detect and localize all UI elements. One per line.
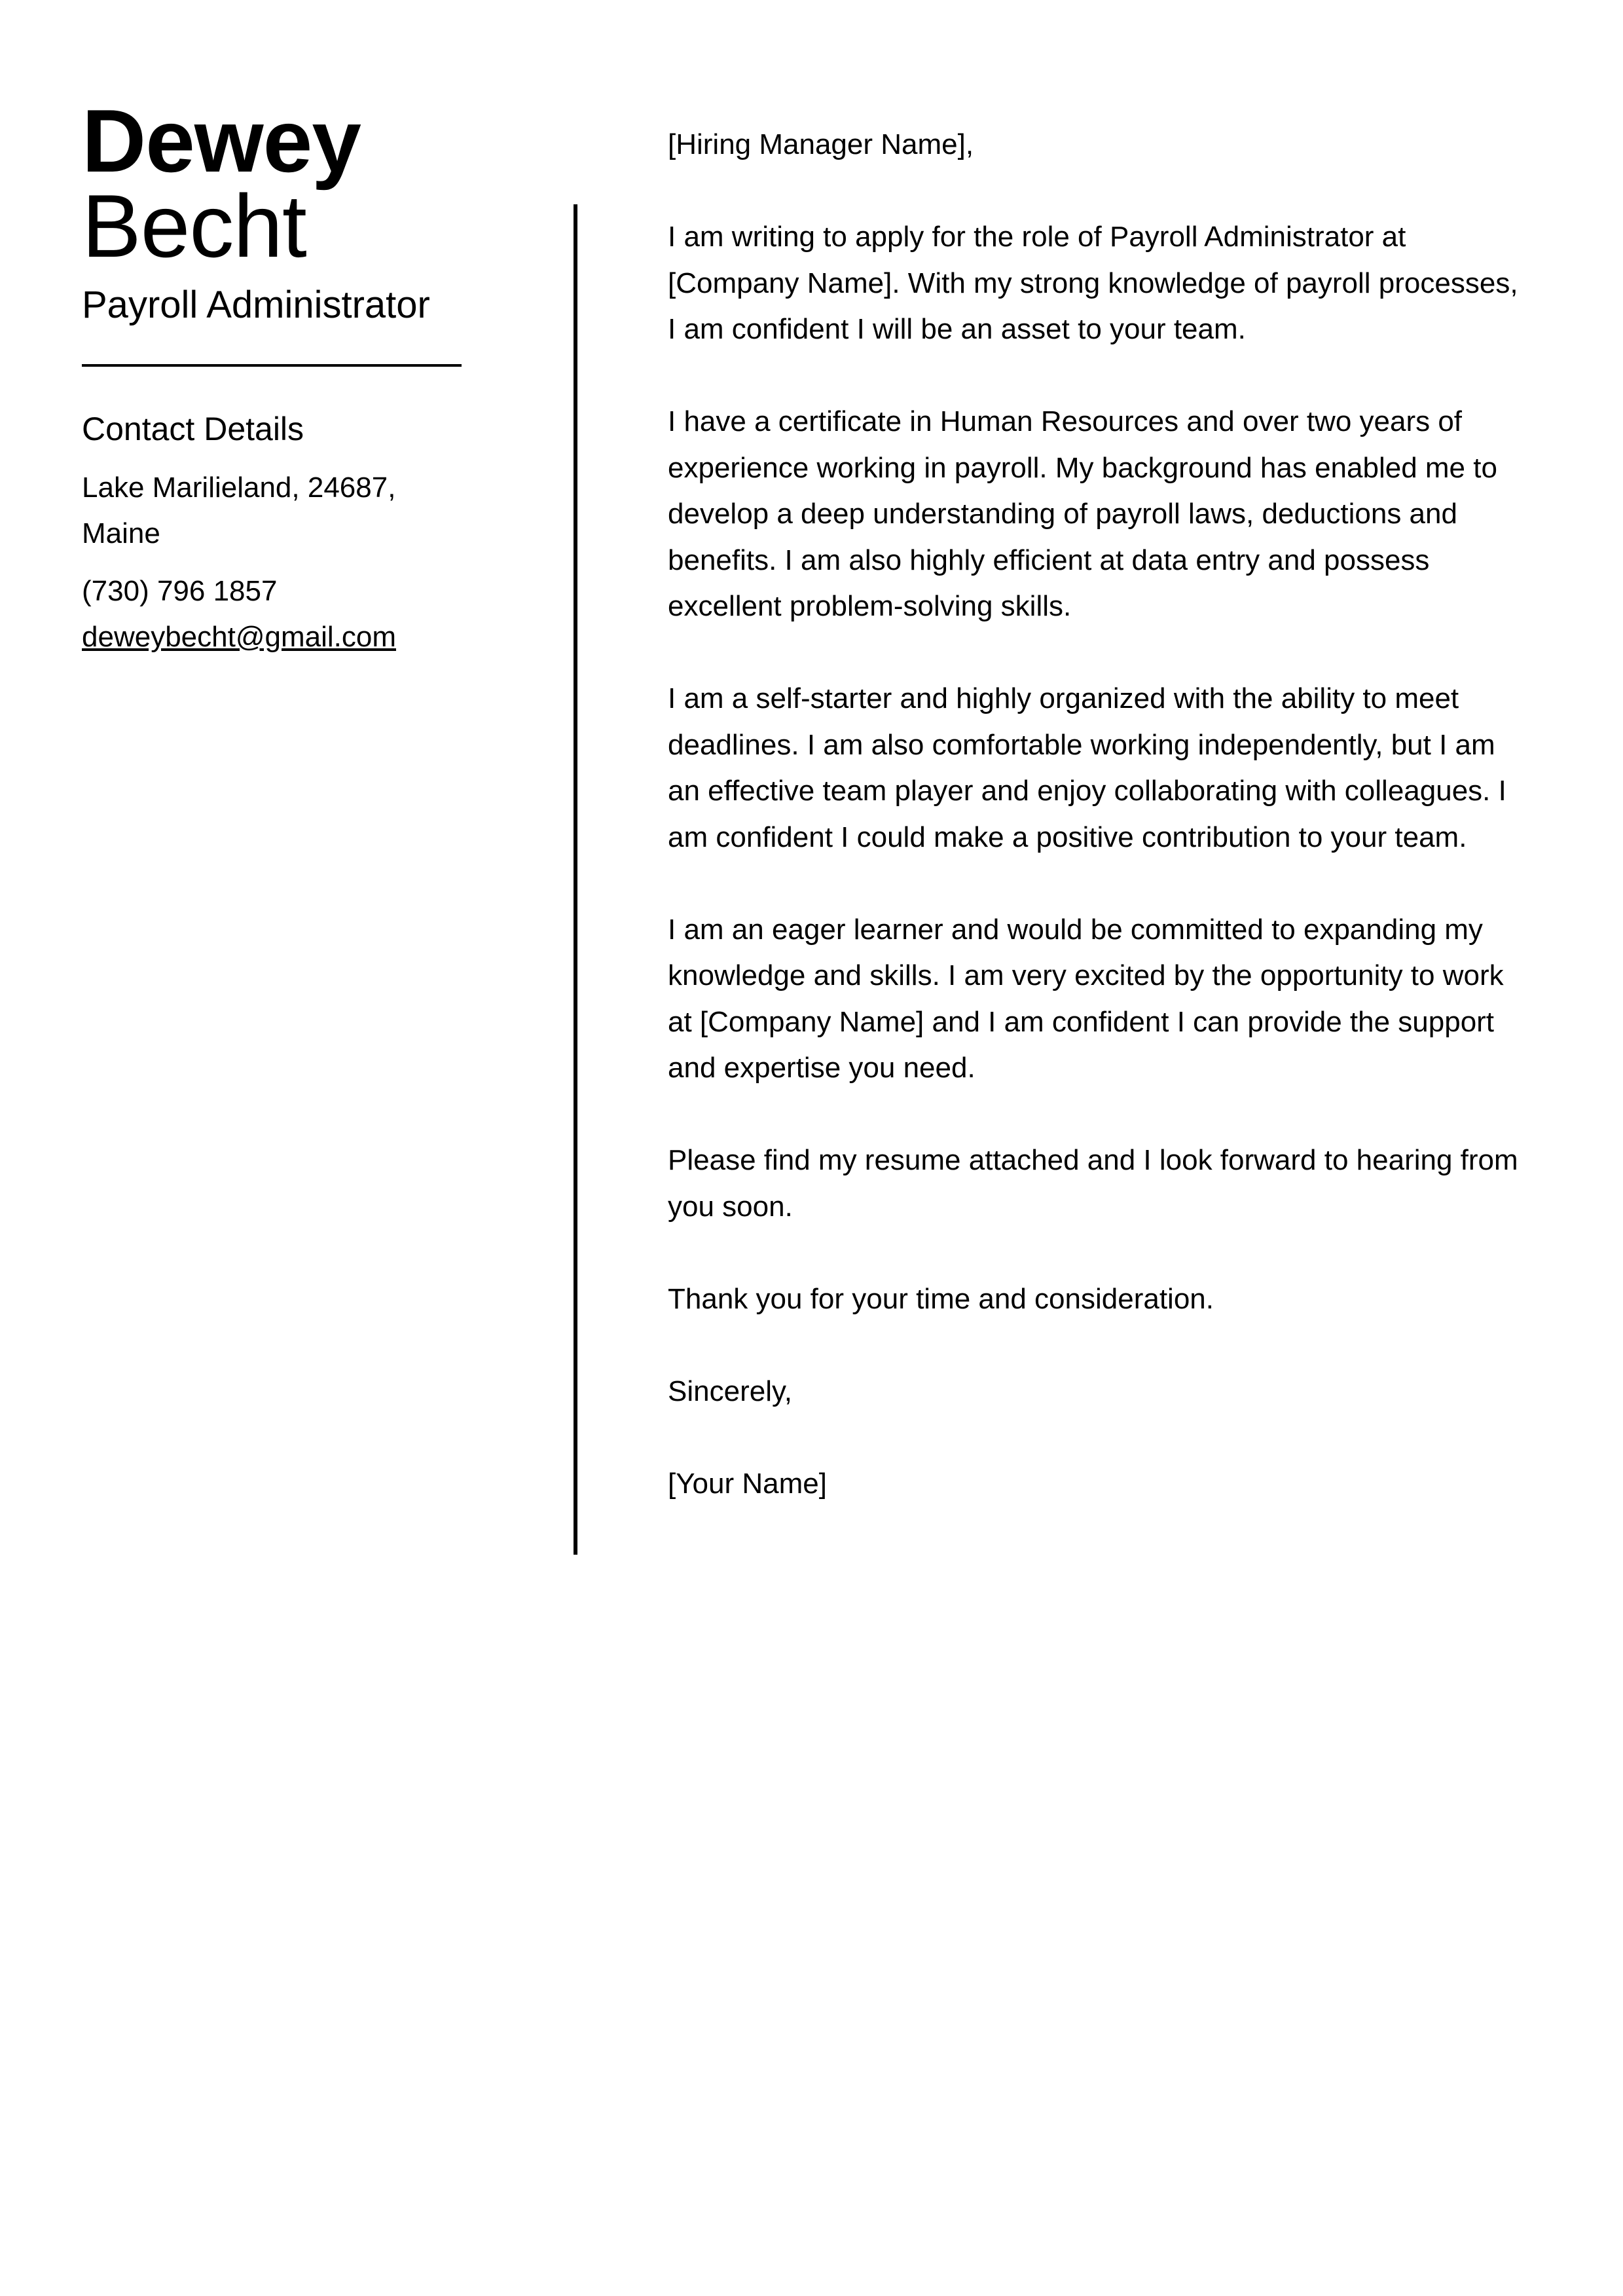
letter-greeting: [Hiring Manager Name], bbox=[668, 128, 974, 160]
letter-paragraph: I am a self-starter and highly organized with the ability to meet deadlines. I am also comfortable working independently, but I am an effective team player and enjoy collaborating with colleagues. I am confident I could make a positive contribution to your team. bbox=[668, 682, 1506, 853]
contact-phone: (730) 796 1857 bbox=[82, 575, 278, 607]
last-name: Becht bbox=[82, 176, 306, 276]
letter-body bbox=[668, 122, 1532, 1553]
letter-thanks: Thank you for your time and consideration. bbox=[668, 1282, 1214, 1315]
contact-email-link[interactable]: deweybecht@gmail.com bbox=[82, 621, 396, 653]
letter-paragraph: Please find my resume attached and I look forward to hearing from you soon. bbox=[668, 1144, 1518, 1223]
vertical-divider bbox=[574, 204, 577, 1555]
sidebar bbox=[82, 91, 475, 660]
job-title: Payroll Administrator bbox=[82, 284, 430, 326]
contact-address: Lake Marilieland, 24687, Maine bbox=[82, 472, 396, 549]
contact-heading: Contact Details bbox=[82, 411, 304, 447]
sidebar-divider bbox=[82, 364, 462, 367]
letter-signature: [Your Name] bbox=[668, 1467, 827, 1500]
first-name: Dewey bbox=[82, 91, 361, 191]
letter-paragraph: I have a certificate in Human Resources and over two years of experience working in payroll. My background has enabled me to develop a deep understanding of payroll laws, deductions and benefits. I am also highly efficient at data entry and possess excellent problem-solving skills. bbox=[668, 405, 1497, 622]
letter-paragraph: I am an eager learner and would be committed to expanding my knowledge and skills. I am very excited by the opportunity to work at [Company Name] and I am confident I can provide the support and expertise you need. bbox=[668, 913, 1504, 1084]
letter-paragraph: I am writing to apply for the role of Payroll Administrator at [Company Name]. With my strong knowledge of payroll processes, I am confident I will be an asset to your team. bbox=[668, 221, 1518, 345]
letter-closing: Sincerely, bbox=[668, 1375, 792, 1407]
